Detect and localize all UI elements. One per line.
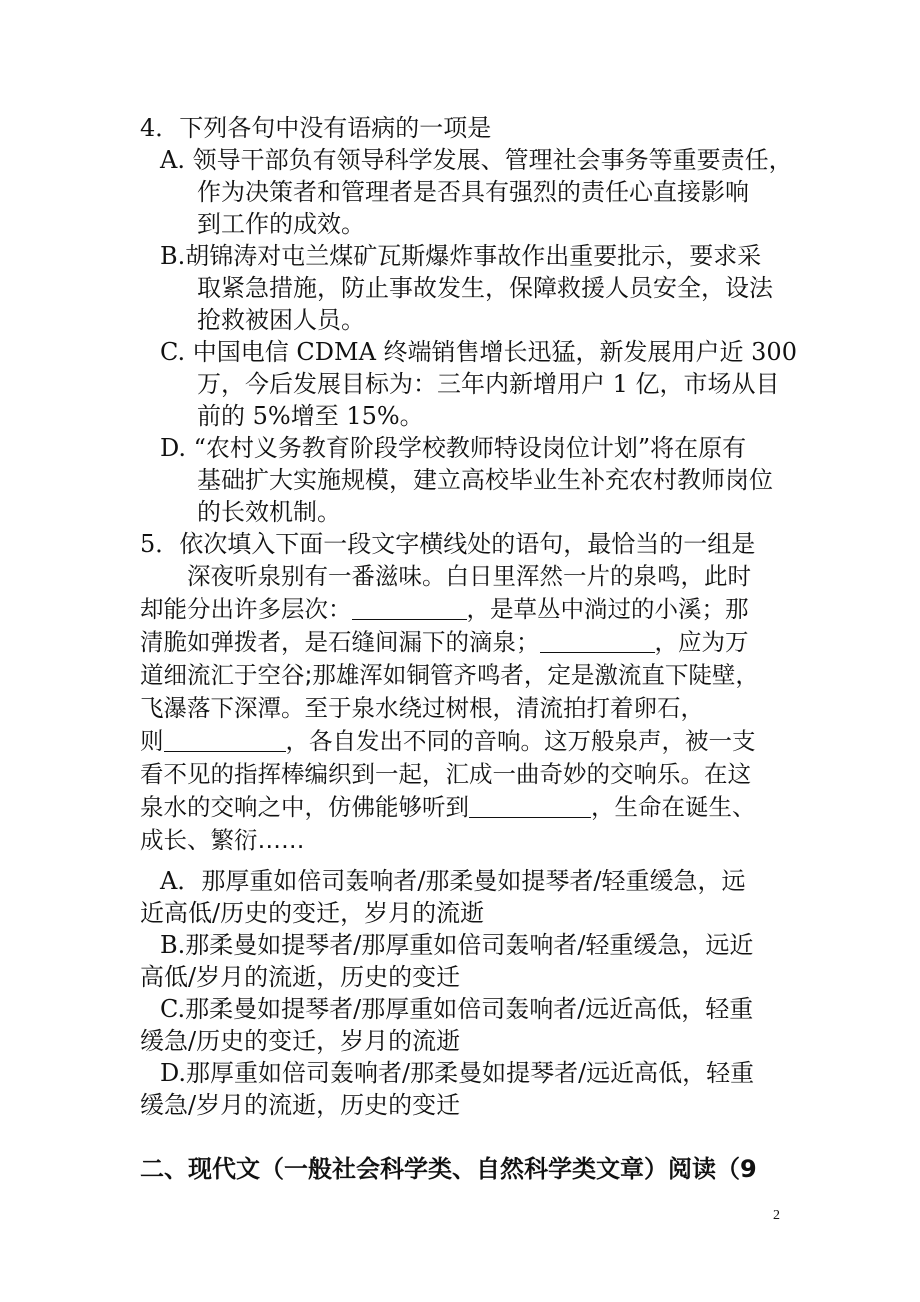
q5-passage-line4: 道细流汇于空谷;那雄浑如铜管齐鸣者，定是激流直下陡壁， [140,661,759,689]
q5-option-d-line1: D.那厚重如倍司轰响者/那柔曼如提琴者/远近高低，轻重 [160,1059,755,1087]
q4-option-b-line3: 抢救被困人员。 [197,306,365,334]
q5-passage-line8-text-a: 泉水的交响之中，仿佛能够听到 [140,793,469,821]
page-number: 2 [773,1208,780,1223]
q4-option-a-line3: 到工作的成效。 [197,210,365,238]
q5-passage-line2-text-a: 却能分出许多层次： [140,595,352,623]
q5-passage-line6-text-b: ，各自发出不同的音响。这万般泉声，被一支 [285,727,756,755]
q5-passage-line6-text-a: 则 [140,727,164,755]
q5-passage-line7: 看不见的指挥棒编织到一起，汇成一曲奇妙的交响乐。在这 [140,760,751,788]
q5-option-a-line2: 近高低/历史的变迁，岁月的流逝 [140,899,485,927]
fill-blank-1[interactable] [352,595,467,620]
q5-option-b-line2: 高低/岁月的流逝，历史的变迁 [140,963,461,991]
q5-option-a-line1: A．那厚重如倍司轰响者/那柔曼如提琴者/轻重缓急，远 [160,867,746,895]
q4-option-d-line3: 的长效机制。 [197,498,341,526]
q5-option-c-line2: 缓急/历史的变迁，岁月的流逝 [140,1027,461,1055]
q5-option-c-line1: C.那柔曼如提琴者/那厚重如倍司轰响者/远近高低，轻重 [160,995,754,1023]
q4-title: 4．下列各句中没有语病的一项是 [140,114,492,142]
fill-blank-3[interactable] [164,727,286,752]
q5-passage-line8 [140,791,756,823]
q5-passage-line8-text-b: ，生命在诞生、 [591,793,756,821]
q5-passage-line3-text-a: 清脆如弹拨者，是石缝间漏下的滴泉； [140,628,540,656]
q5-option-d-line2: 缓急/岁月的流逝，历史的变迁 [140,1091,461,1119]
q5-passage-line1: 深夜听泉别有一番滋味。白日里浑然一片的泉鸣，此时 [187,562,751,590]
q5-passage-line9: 成长、繁衍…… [140,826,305,854]
section-2-heading: 二、现代文（一般社会科学类、自然科学类文章）阅读（9 [140,1155,757,1183]
q4-option-c-line2: 万，今后发展目标为：三年内新增用户 1 亿，市场从目 [197,370,780,398]
q5-passage-line3 [140,626,749,658]
q5-title: 5．依次填入下面一段文字横线处的语句，最恰当的一组是 [140,530,756,558]
fill-blank-4[interactable] [469,793,591,818]
q4-option-a-line1: A. 领导干部负有领导科学发展、管理社会事务等重要责任， [160,146,793,174]
fill-blank-2[interactable] [540,628,655,653]
q5-passage-line5: 飞瀑落下深潭。至于泉水绕过树根，清流拍打着卵石， [140,694,704,722]
q4-option-b-line2: 取紧急措施，防止事故发生，保障救援人员安全，设法 [197,274,773,302]
q4-option-d-line2: 基础扩大实施规模，建立高校毕业生补充农村教师岗位 [197,466,773,494]
q5-passage-line6 [140,725,756,757]
q5-passage-line3-text-b: ，应为万 [654,628,749,656]
q5-option-b-line1: B.那柔曼如提琴者/那厚重如倍司轰响者/轻重缓急，远近 [160,931,754,959]
q4-option-c-line1: C. 中国电信 CDMA 终端销售增长迅猛，新发展用户近 300 [160,338,797,366]
q5-passage-line2 [140,593,749,625]
q4-option-a-line2: 作为决策者和管理者是否具有强烈的责任心直接影响 [197,178,749,206]
q4-option-b-line1: B.胡锦涛对屯兰煤矿瓦斯爆炸事故作出重要批示，要求采 [160,242,762,270]
q4-option-d-line1: D. “农村义务教育阶段学校教师特设岗位计划”将在原有 [160,434,747,462]
q4-option-c-line3: 前的 5%增至 15%。 [197,402,424,430]
q5-passage-line2-text-b: ，是草丛中淌过的小溪；那 [466,595,749,623]
